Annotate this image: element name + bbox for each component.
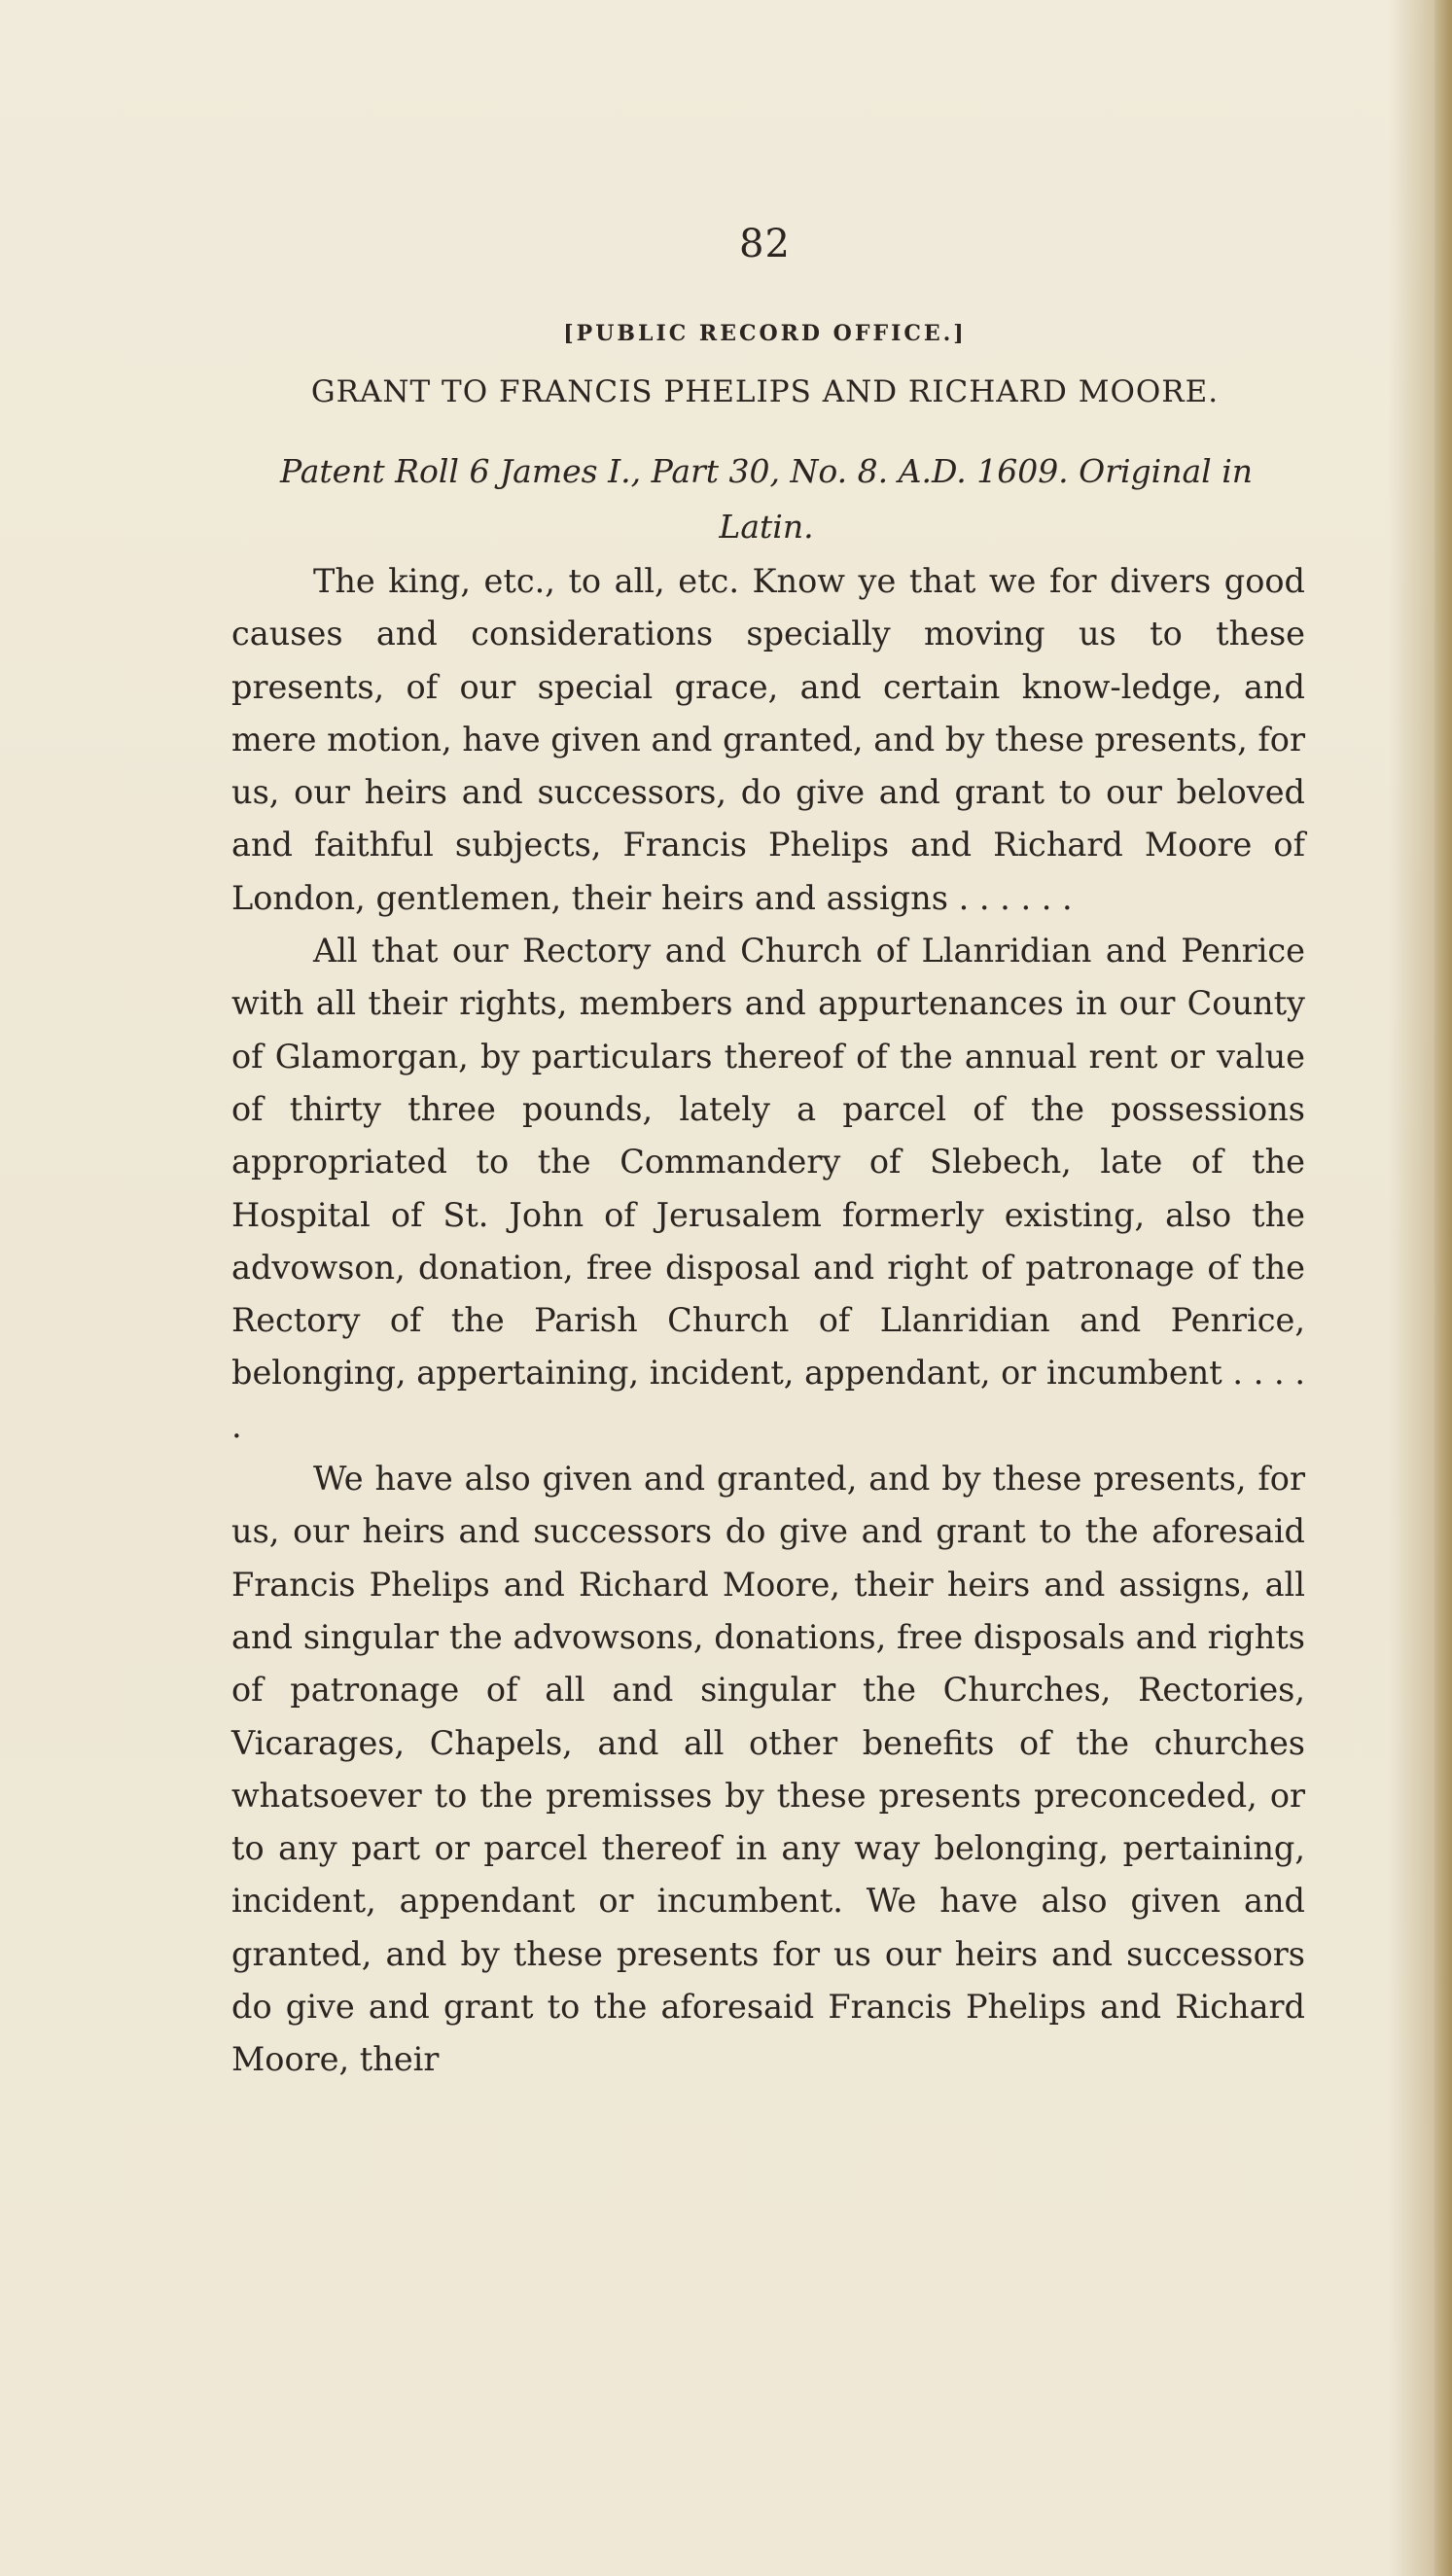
page-number: 82	[739, 222, 791, 266]
paragraph-grant-intro: The king, etc., to all, etc. Know ye that we for divers good causes and considerations specially moving us to these presents, of our special grace, and certain know-ledge, and mere motion, have given and granted, and by these presents, for us, our heirs and successors, do give and grant to our beloved and faithful subjects, Francis Phelips and Richard Moore of London, gentlemen, their heirs and assigns . . . . . .	[231, 562, 1305, 917]
paragraph-advowsons: We have also given and granted, and by these presents, for us, our heirs and successors do give and grant to the aforesaid Francis Phelips and Richard Moore, their heirs and assigns, all and singular the advowsons, donations, free disposals and rights of patronage of all and singular the Churches, Rectories, Vicarages, Chapels, and all other benefits of the churches whatsoever to the premisses by these presents preconceded, or to any part or parcel thereof in any way belonging, pertaining, incident, appendant or incumbent. We have also given and granted, and by these presents for us our heirs and successors do give and grant to the aforesaid Francis Phelips and Richard Moore, their	[231, 1460, 1305, 2079]
document-subtitle: Patent Roll 6 James I., Part 30, No. 8. A.D. 1609. Original in Latin.	[279, 452, 1254, 546]
document-title: GRANT TO FRANCIS PHELIPS AND RICHARD MOORE.	[310, 374, 1220, 409]
document-body	[231, 555, 1305, 2087]
paragraph-rectory: All that our Rectory and Church of Llanridian and Penrice with all their rights, members and appurtenances in our County of Glamorgan, by particulars thereof of the annual rent or value of thirty three pounds, lately a parcel of the possessions appropriated to the Commandery of Slebech, late of the Hospital of St. John of Jerusalem formerly existing, also the advowson, donation, free disposal and right of patronage of the Rectory of the Parish Church of Llanridian and Penrice, belonging, appertaining, incident, appendant, or incumbent . . . . .	[231, 932, 1305, 1445]
source-heading: [PUBLIC RECORD OFFICE.]	[563, 321, 967, 346]
